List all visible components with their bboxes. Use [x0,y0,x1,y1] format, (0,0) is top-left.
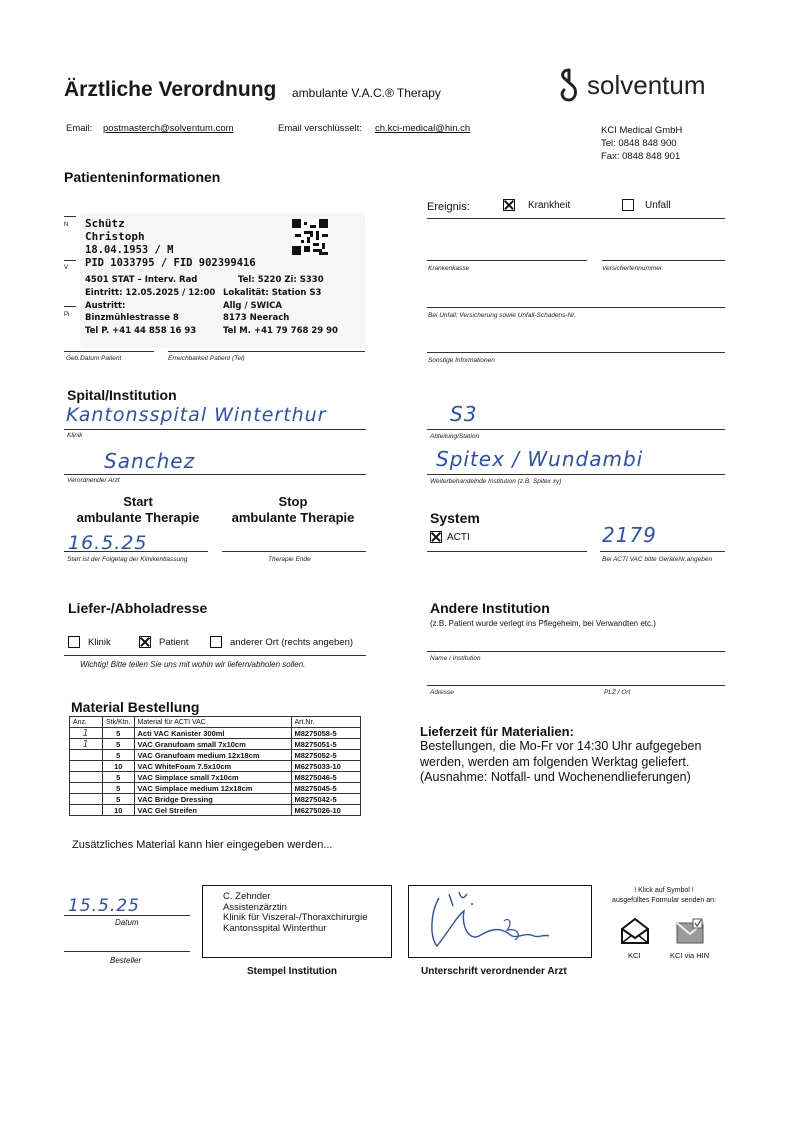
solventum-logo-icon [555,66,583,106]
start-title-2: ambulante Therapie [76,510,200,525]
email-encrypted-link[interactable]: ch.kci-medical@hin.ch [375,123,471,134]
kci-hin-send-button[interactable] [675,917,705,945]
andere-note: (z.B. Patient wurde verlegt ins Pflegeheim, bei Verwandten etc.) [430,619,656,628]
kci-hin-label: KCI via HIN [670,951,710,960]
delivery-patient-label: Patient [159,637,189,648]
stamp-role: Assistenzärztin [223,901,287,913]
table-row [70,805,361,816]
signature-label: Unterschrift verordnender Arzt [421,966,567,977]
qr-code-icon [292,219,328,255]
lieferzeit-line1: Bestellungen, die Mo-Fr vor 14:30 Uhr aufgegeben [420,739,702,753]
material-cell: VAC WhiteFoam 7.5x10cm [134,761,291,772]
delivery-section-title: Liefer-/Abholadresse [68,600,208,616]
stk-cell: 10 [103,761,135,772]
abteilung-label: Abteilung/Station [430,433,480,440]
anz-cell[interactable] [70,783,103,794]
col-material: Material für ACTI VAC [134,717,291,728]
name-label: Name / Institution [430,655,481,662]
stk-cell: 5 [103,783,135,794]
start-date-value[interactable]: 16.5.25 [68,532,148,554]
arzt-value[interactable]: Sanchez [104,449,196,473]
artnr-cell: M6275026-10 [291,805,360,816]
system-title: System [430,510,480,526]
patient-pid: PID 1033795 / FID 902399416 [85,257,256,269]
email-label: Email: [66,123,93,134]
table-row [70,794,361,805]
patient-dob: 18.04.1953 / M [85,244,174,256]
delivery-anderer-checkbox[interactable] [210,636,222,648]
sticker-line3-right: Allg / SWICA [223,301,282,311]
versichertennummer-label: Versichertennummer [602,265,663,272]
stk-cell: 5 [103,750,135,761]
page-subtitle: ambulante V.A.C.® Therapy [292,86,441,100]
artnr-cell: M8275046-5 [291,772,360,783]
anz-cell[interactable]: 1 [70,739,103,750]
additional-material-note: Zusätzliches Material kann hier eingegeben werden... [72,839,333,851]
stamp-content [223,892,368,934]
artnr-cell: M8275051-5 [291,739,360,750]
unfall-info-label: Bei Unfall; Versicherung sowie Unfall-Schadens-Nr. [428,312,576,319]
anz-cell[interactable] [70,805,103,816]
solventum-logo [555,66,715,106]
company-tel: Tel: 0848 848 900 [601,138,677,149]
klinik-value[interactable]: Kantonsspital Winterthur [66,404,327,426]
acti-checkbox[interactable] [430,531,442,543]
abteilung-value[interactable]: S3 [450,402,478,426]
stk-cell: 5 [103,739,135,750]
margin-p: Pi [64,312,70,318]
margin-n: N [64,222,69,228]
kci-label: KCI [628,951,641,960]
lieferzeit-text [420,739,701,786]
besteller-label: Besteller [110,956,142,965]
email-encrypted-label: Email verschlüsselt: [278,123,362,134]
artnr-cell: M8275045-5 [291,783,360,794]
sticker-line2-left: Eintritt: 12.05.2025 / 12:00 [85,288,216,298]
material-cell: VAC Granufoam medium 12x18cm [134,750,291,761]
sticker-line4-left: Binzmühlestrasse 8 [85,313,179,323]
date-value[interactable]: 15.5.25 [68,896,140,916]
start-label: Start ist der Folgetag der Klinikentlassung [67,556,188,563]
stk-cell: 5 [103,728,135,739]
sticker-line4-right: 8173 Neerach [223,313,290,323]
anz-cell[interactable] [70,761,103,772]
sticker-line5-left: Tel P. +41 44 858 16 93 [85,326,197,336]
company-contact [601,124,682,163]
kci-send-button[interactable] [620,917,650,945]
anz-cell[interactable] [70,750,103,761]
stk-cell: 5 [103,794,135,805]
stop-title-2: ambulante Therapie [231,510,355,525]
sonstige-label: Sonstige Informationen [428,357,495,364]
stamp-inst: Kantonsspital Winterthur [223,922,327,934]
delivery-klinik-checkbox[interactable] [68,636,80,648]
stk-cell: 5 [103,772,135,783]
lieferzeit-line3: (Ausnahme: Notfall- und Wochenendlieferungen) [420,770,691,784]
material-cell: VAC Simplace medium 12x18cm [134,783,291,794]
signature-box [408,885,592,958]
start-title [68,494,208,526]
company-name: KCI Medical GmbH [601,125,683,136]
patient-firstname: Christoph [85,230,145,243]
acti-label: ACTI [447,532,470,543]
email-link[interactable]: postmasterch@solventum.com [103,123,234,134]
anz-cell[interactable]: 1 [70,728,103,739]
material-cell: VAC Granufoam small 7x10cm [134,739,291,750]
patient-name: Schütz [85,217,125,230]
stop-title [222,494,364,526]
geraete-label: Bei ACTI VAC bitte GeräteNr.angeben [602,556,713,563]
sticker-line1-left: 4501 STAT – Interv. Rad [85,275,198,285]
arzt-label: Verordnender Arzt [67,477,120,484]
send-note-1: ! Klick auf Symbol ! [634,887,694,894]
stop-label: Therapie Ende [268,556,311,563]
margin-v: V [64,265,69,271]
stamp-label: Stempel Institution [247,966,337,977]
patient-label-sticker [80,213,365,348]
delivery-note: Wichtig! Bitte teilen Sie uns mit wohin wir liefern/abholen sollen. [80,660,306,669]
table-row [70,783,361,794]
stamp-box [202,885,392,958]
start-title-1: Start [123,494,153,509]
stamp-name: C. Zehnder [223,891,271,902]
sticker-line5-right: Tel M. +41 79 768 29 90 [223,326,338,336]
table-row [70,739,361,750]
geraete-value[interactable]: 2179 [602,523,657,547]
sticker-line3-left: Austritt: [85,301,126,311]
logo-text: solventum [587,70,706,100]
label-dob: Geb.Datum Patient [66,355,122,362]
andere-title: Andere Institution [430,600,550,616]
patient-section-title: Patienteninformationen [64,169,221,185]
lieferzeit-title: Lieferzeit für Materialien: [420,724,574,739]
material-cell: Acti VAC Kanister 300ml [134,728,291,739]
event-label: Ereignis: [427,201,470,213]
col-anz: Anz. [70,717,103,728]
stamp-dept: Klinik für Viszeral-/Thoraxchirurgie [223,912,368,923]
krankenkasse-label: Krankenkasse [428,265,470,272]
delivery-patient-checkbox[interactable] [139,636,151,648]
lieferzeit-line2: werden, werden am folgenden Werktag geliefert. [420,754,690,769]
material-cell: VAC Simplace small 7x10cm [134,772,291,783]
stk-cell: 10 [103,805,135,816]
plz-label: PLZ / Ort [604,689,631,696]
delivery-anderer-label: anderer Ort (rechts angeben) [230,637,354,648]
adresse-label: Adresse [430,689,454,696]
sticker-line2-right: Lokalität: Station S3 [223,288,322,298]
table-row [70,772,361,783]
page-title: Ärztliche Verordnung [64,78,277,101]
material-section-title: Material Bestellung [71,699,200,715]
unfall-label: Unfall [645,200,671,211]
anz-cell[interactable] [70,794,103,805]
company-fax: Fax: 0848 848 901 [601,151,681,162]
col-stk: Stk/Ktn. [103,717,135,728]
krankheit-checkbox[interactable] [503,199,515,211]
klinik-label: Klinik [67,432,83,439]
delivery-klinik-label: Klinik [88,637,111,648]
datum-label: Datum [115,918,139,927]
envelope-icon [620,917,650,945]
table-row [70,761,361,772]
sticker-line1-right: Tel: 5220 Zi: S330 [238,275,324,285]
material-cell: VAC Bridge Dressing [134,794,291,805]
send-note [602,886,726,906]
anz-cell[interactable] [70,772,103,783]
artnr-cell: M8275042-5 [291,794,360,805]
table-row [70,750,361,761]
material-header-row [70,717,361,728]
artnr-cell: M8275058-5 [291,728,360,739]
unfall-checkbox[interactable] [622,199,634,211]
stop-title-1: Stop [278,494,308,509]
material-cell: VAC Gel Streifen [134,805,291,816]
label-reach: Erreichbarkeit Patient (Tel) [168,355,245,362]
table-row [70,728,361,739]
weiter-label: Weiterbehandelnde Institution (z.B. Spitex xy) [430,478,562,485]
weiter-value[interactable]: Spitex / Wundambi [436,447,644,471]
col-artnr: Art.Nr. [291,717,360,728]
hin-mail-icon [675,917,705,945]
institution-section-title: Spital/Institution [67,387,177,403]
send-note-2: ausgefülltes Formular senden an: [612,897,716,904]
material-table [69,716,361,816]
krankheit-label: Krankheit [528,200,571,211]
doctor-signature [409,886,591,957]
artnr-cell: M6275033-10 [291,761,360,772]
artnr-cell: M8275052-5 [291,750,360,761]
